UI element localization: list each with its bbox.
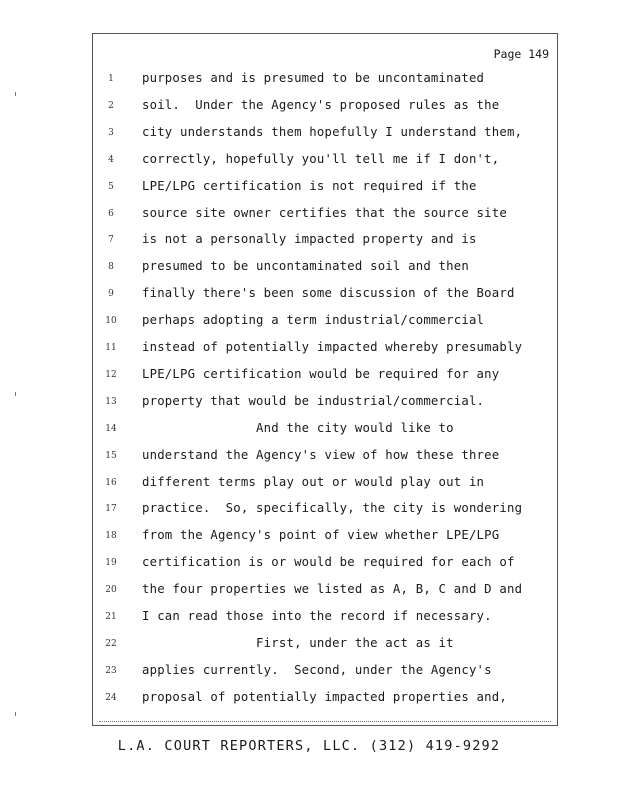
transcript-line	[93, 447, 559, 474]
line-text: LPE/LPG certification would be required for any	[142, 366, 500, 381]
line-text: And the city would like to	[142, 420, 454, 435]
line-number: 13	[105, 396, 117, 407]
line-number: 10	[105, 316, 117, 327]
line-number: 11	[105, 343, 117, 353]
line-number: 12	[105, 369, 117, 380]
transcript-line	[93, 554, 559, 581]
transcript-line	[93, 339, 559, 366]
line-number: 9	[108, 289, 114, 300]
line-text: property that would be industrial/commercial.	[142, 393, 485, 408]
line-number: 3	[108, 127, 114, 138]
line-number: 19	[105, 558, 117, 569]
line-number: 5	[108, 181, 114, 192]
line-number: 21	[105, 612, 117, 622]
line-text: different terms play out or would play out in	[142, 474, 485, 489]
line-number: 15	[105, 450, 117, 461]
transcript-line	[93, 231, 559, 258]
line-number: 1	[108, 74, 114, 84]
line-text: applies currently. Second, under the Agency's	[142, 662, 492, 677]
line-text: correctly, hopefully you'll tell me if I don't,	[142, 151, 500, 166]
transcript-line	[93, 393, 559, 420]
margin-mark	[15, 712, 16, 716]
transcript-line	[93, 662, 559, 689]
line-text: LPE/LPG certification is not required if the	[142, 178, 477, 193]
transcript-line	[93, 151, 559, 178]
line-text: the four properties we listed as A, B, C and D and	[142, 582, 523, 597]
line-number: 8	[108, 262, 114, 273]
line-number: 6	[108, 208, 114, 219]
transcript-line	[93, 581, 559, 608]
line-text: presumed to be uncontaminated soil and then	[142, 259, 469, 274]
page-number: Page 149	[493, 47, 549, 61]
line-number: 18	[105, 531, 117, 542]
transcript-line	[93, 312, 559, 339]
line-text: understand the Agency's view of how these three	[142, 447, 500, 462]
transcript-line	[93, 178, 559, 205]
line-number: 14	[105, 423, 117, 434]
line-text: perhaps adopting a term industrial/commercial	[142, 313, 485, 328]
line-text: source site owner certifies that the source site	[142, 205, 507, 220]
transcript-line	[93, 500, 559, 527]
line-text: proposal of potentially impacted properties and,	[142, 689, 507, 704]
transcript-line	[93, 70, 559, 97]
transcript-line	[93, 97, 559, 124]
line-text: certification is or would be required for each of	[142, 555, 515, 570]
transcript-line	[93, 366, 559, 393]
line-text: purposes and is presumed to be uncontaminated	[142, 71, 485, 85]
line-text: First, under the act as it	[142, 635, 454, 650]
line-text: practice. So, specifically, the city is wondering	[142, 501, 523, 516]
line-number: 23	[105, 665, 117, 676]
transcript-line	[93, 205, 559, 232]
transcript-line	[93, 635, 559, 662]
transcript-line	[93, 689, 559, 716]
line-text: finally there's been some discussion of the Board	[142, 286, 515, 301]
transcript-line	[93, 420, 559, 447]
line-number: 22	[105, 638, 117, 649]
transcript-line	[93, 124, 559, 151]
line-number: 24	[105, 692, 117, 703]
line-text: is not a personally impacted property and is	[142, 232, 477, 247]
margin-mark	[15, 92, 16, 96]
transcript-line	[93, 527, 559, 554]
margin-mark	[15, 392, 16, 396]
transcript-line	[93, 474, 559, 501]
line-number: 16	[105, 477, 117, 488]
line-text: instead of potentially impacted whereby presumably	[142, 340, 523, 354]
transcript-line	[93, 258, 559, 285]
line-number: 4	[108, 154, 114, 165]
line-text: city understands them hopefully I understand them,	[142, 124, 523, 139]
transcript-line	[93, 608, 559, 635]
line-number: 7	[108, 235, 114, 246]
line-text: from the Agency's point of view whether LPE/LPG	[142, 528, 500, 543]
line-text: soil. Under the Agency's proposed rules as the	[142, 97, 500, 112]
transcript-line	[93, 285, 559, 312]
footer-reporter-info: L.A. COURT REPORTERS, LLC. (312) 419-9292	[117, 738, 501, 754]
line-number: 17	[105, 504, 117, 515]
transcript-page	[92, 33, 558, 726]
line-number: 20	[105, 585, 117, 596]
line-number: 2	[108, 100, 114, 111]
line-text: I can read those into the record if necessary.	[142, 609, 492, 623]
